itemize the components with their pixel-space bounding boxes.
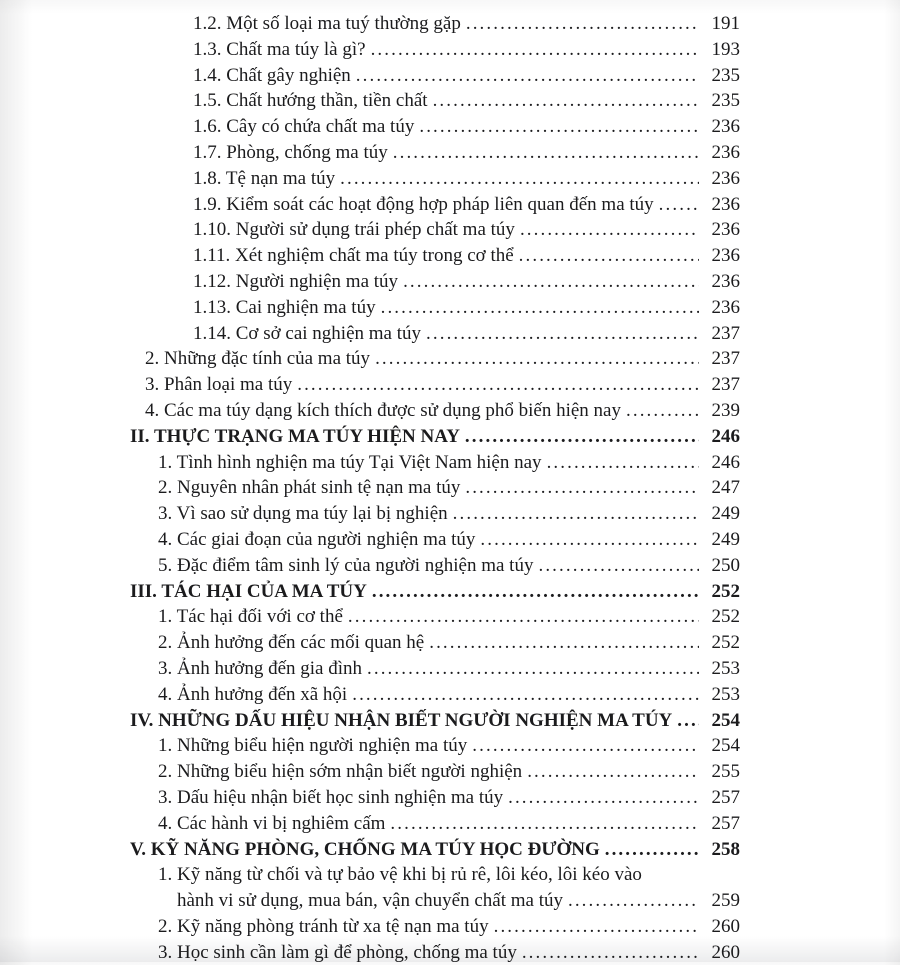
toc-entry-title-line1: 1. Kỹ năng từ chối và tự bảo vệ khi bị rủ rê, lôi kéo, lôi kéo vào: [158, 864, 642, 886]
toc-entry-page: 236: [711, 116, 740, 138]
toc-entry: [145, 398, 740, 424]
toc-entry-title: 1.13. Cai nghiện ma túy: [193, 296, 376, 318]
dot-leader: [467, 733, 699, 759]
toc-entry: [158, 656, 740, 682]
toc-entry-title: 2. Kỹ năng phòng tránh từ xa tệ nạn ma túy: [158, 915, 489, 937]
dot-leader: [347, 682, 699, 708]
dot-leader: [533, 553, 699, 579]
dot-leader: [367, 579, 699, 605]
toc-entry-page: 252: [711, 632, 740, 654]
toc-entry-line: [193, 295, 740, 321]
dot-leader: [515, 217, 699, 243]
toc-entry-page: 246: [711, 425, 740, 447]
toc-entry-page: 260: [711, 915, 740, 937]
toc-entry-line: [158, 914, 740, 940]
dot-leader: [460, 475, 699, 501]
toc-entry-title: 1.8. Tệ nạn ma túy: [193, 167, 336, 189]
toc-entry-line: [193, 321, 740, 347]
toc-entry-title: 1.10. Người sử dụng trái phép chất ma túy: [193, 219, 515, 241]
toc-entry-page: 239: [711, 399, 740, 421]
dot-leader: [376, 295, 699, 321]
toc-entry: [193, 269, 740, 295]
toc-entry: [193, 114, 740, 140]
toc-entry-line: [158, 785, 740, 811]
toc-entry-title: 1. Tác hại đối với cơ thể: [158, 606, 343, 628]
toc-entry-title: 1.5. Chất hướng thần, tiền chất: [193, 90, 428, 112]
toc-entry-line: [193, 217, 740, 243]
toc-entry-line: [158, 450, 740, 476]
toc-entry-page: 235: [711, 90, 740, 112]
toc-entry-page: 249: [711, 528, 740, 550]
dot-leader: [672, 708, 699, 734]
toc-entry-title: 2. Những đặc tính của ma túy: [145, 348, 371, 370]
toc-entry-page: 236: [711, 141, 740, 163]
dot-leader: [398, 269, 699, 295]
toc-entry-title: 2. Nguyên nhân phát sinh tệ nạn ma túy: [158, 477, 461, 499]
toc-entry-line: [130, 579, 740, 605]
toc-entry: [193, 140, 740, 166]
toc-entry-page: 236: [711, 219, 740, 241]
toc-entry-title: 3. Ảnh hưởng đến gia đình: [158, 657, 362, 679]
toc-entry-page: 236: [711, 245, 740, 267]
toc-entry-page: 259: [711, 890, 740, 912]
toc-entry-page: 237: [711, 322, 740, 344]
toc-entry-line: [145, 372, 740, 398]
toc-entry: [158, 501, 740, 527]
toc-entry: [130, 837, 740, 863]
dot-leader: [542, 450, 699, 476]
toc-entry-title: 3. Vì sao sử dụng ma túy lại bị nghiện: [158, 503, 448, 525]
toc-entry: [158, 733, 740, 759]
toc-entry-title: 2. Ảnh hưởng đến các mối quan hệ: [158, 632, 425, 654]
toc-entry-title: 1.3. Chất ma túy là gì?: [193, 38, 366, 60]
toc-entry-page: 236: [711, 167, 740, 189]
toc-entry-title: hành vi sử dụng, mua bán, vận chuyển chất ma túy: [177, 890, 563, 912]
toc-entry-line: [130, 708, 740, 734]
toc-entry-page: 258: [711, 838, 740, 860]
toc-entry-line: [193, 166, 740, 192]
toc-entry-line: [158, 475, 740, 501]
toc-entry-title: 3. Dấu hiệu nhận biết học sinh nghiện ma túy: [158, 786, 504, 808]
toc-entry-line: [158, 553, 740, 579]
toc-entry-title: 1.6. Cây có chứa chất ma túy: [193, 116, 415, 138]
toc-entry-page: 191: [711, 13, 740, 34]
toc-entry-line: [145, 346, 740, 372]
toc-entry-page: 253: [711, 683, 740, 705]
toc-entry: [158, 450, 740, 476]
dot-leader: [335, 166, 699, 192]
toc-entry-line: [158, 656, 740, 682]
toc-entry-line: [158, 940, 740, 965]
toc-entry: [130, 708, 740, 734]
toc-entry: [158, 914, 740, 940]
dot-leader: [475, 527, 699, 553]
toc-entry-line: [158, 630, 740, 656]
toc-entry: [193, 63, 740, 89]
toc-entry-title: 1. Tình hình nghiện ma túy Tại Việt Nam hiện nay: [158, 451, 542, 473]
toc-entry-line: [158, 759, 740, 785]
toc-entry-page: 252: [711, 606, 740, 628]
dot-leader: [385, 811, 699, 837]
toc-entry: [145, 372, 740, 398]
toc-entry: [193, 88, 740, 114]
toc-entry-line: [193, 114, 740, 140]
toc-entry-page: 250: [711, 554, 740, 576]
dot-leader: [414, 114, 699, 140]
toc-entry-page: 237: [711, 348, 740, 370]
toc-entry-title: 1.11. Xét nghiệm chất ma túy trong cơ thể: [193, 245, 514, 267]
dot-leader: [351, 63, 699, 89]
toc-entry: [193, 37, 740, 63]
dot-leader: [366, 37, 699, 63]
toc-entry-title: III. TÁC HẠI CỦA MA TÚY: [130, 580, 367, 602]
toc-entry-page: 252: [711, 580, 740, 602]
dot-leader: [563, 888, 699, 914]
toc-entry: [158, 940, 740, 965]
toc-entry-title: V. KỸ NĂNG PHÒNG, CHỐNG MA TÚY HỌC ĐƯỜNG: [130, 838, 600, 860]
dot-leader: [514, 243, 699, 269]
dot-leader: [600, 837, 699, 863]
toc-entry-page: 237: [711, 374, 740, 396]
toc-entry: [158, 682, 740, 708]
toc-entry-page: 257: [711, 812, 740, 834]
toc-entry-title: 1.2. Một số loại ma tuý thường gặp: [193, 13, 461, 34]
toc-entry: [158, 553, 740, 579]
dot-leader: [421, 321, 699, 347]
toc-entry-line: [158, 604, 740, 630]
toc-entry-title: 1.7. Phòng, chống ma túy: [193, 141, 388, 163]
toc-entry-title: 1.4. Chất gây nghiện: [193, 64, 351, 86]
toc-entry-line: [130, 837, 740, 863]
toc-entry-title: 5. Đặc điểm tâm sinh lý của người nghiện ma túy: [158, 554, 534, 576]
toc-entry-title: IV. NHỮNG DẤU HIỆU NHẬN BIẾT NGƯỜI NGHIỆN MA TÚY: [130, 709, 673, 731]
dot-leader: [503, 785, 699, 811]
toc-entry-title: 1.14. Cơ sở cai nghiện ma túy: [193, 322, 422, 344]
dot-leader: [428, 88, 699, 114]
dot-leader: [362, 656, 699, 682]
toc-entry: [193, 192, 740, 218]
toc-entry-page: 255: [711, 761, 740, 783]
dot-leader: [424, 630, 699, 656]
toc-entry-title: 4. Các hành vi bị nghiêm cấm: [158, 812, 386, 834]
toc-entry: [193, 321, 740, 347]
toc-entry: [158, 811, 740, 837]
toc-entry-line: [158, 733, 740, 759]
dot-leader: [370, 346, 699, 372]
toc-entry-line: [193, 243, 740, 269]
toc-entry: [158, 862, 740, 914]
toc-entry-page: 249: [711, 503, 740, 525]
toc-entry-page: 193: [711, 38, 740, 60]
toc-entry-page: 236: [711, 296, 740, 318]
toc-entry-page: 254: [711, 709, 740, 731]
toc-entry: [145, 346, 740, 372]
dot-leader: [522, 759, 699, 785]
toc-entry-line: [158, 501, 740, 527]
toc-entry-line: [193, 63, 740, 89]
toc-entry-page: 253: [711, 657, 740, 679]
toc-entry: [193, 243, 740, 269]
toc-entry-page: 260: [711, 941, 740, 963]
toc-entry-title: 1. Những biểu hiện người nghiện ma túy: [158, 735, 468, 757]
dot-leader: [461, 11, 699, 37]
toc-entry-title: 4. Các ma túy dạng kích thích được sử dụng phổ biến hiện nay: [145, 399, 621, 421]
dot-leader: [343, 604, 699, 630]
dot-leader: [489, 914, 699, 940]
toc-entry-title: 1.9. Kiểm soát các hoạt động hợp pháp liên quan đến ma túy: [193, 193, 654, 215]
toc-entry-line: [130, 424, 740, 450]
toc-entry: [193, 217, 740, 243]
dot-leader: [621, 398, 699, 424]
toc-entry-page: 254: [711, 735, 740, 757]
dot-leader: [388, 140, 699, 166]
toc-entry-line: [158, 811, 740, 837]
toc-entry: [158, 604, 740, 630]
toc-entry-page: 236: [711, 270, 740, 292]
toc-entry: [193, 166, 740, 192]
toc-entry-title: II. THỰC TRẠNG MA TÚY HIỆN NAY: [130, 425, 460, 447]
toc-entry: [130, 424, 740, 450]
toc-entry-line: [193, 11, 740, 37]
toc-entry: [193, 295, 740, 321]
toc-entry-line: [158, 682, 740, 708]
toc-entry-line: [145, 398, 740, 424]
toc-entry-page: 235: [711, 64, 740, 86]
toc-entry-title: 4. Các giai đoạn của người nghiện ma túy: [158, 528, 476, 550]
dot-leader: [654, 192, 699, 218]
toc-entry-line: [193, 192, 740, 218]
toc-entry-line: [158, 888, 740, 914]
toc-entry: [130, 579, 740, 605]
toc-entry-page: 257: [711, 786, 740, 808]
toc-entry-title: 4. Ảnh hưởng đến xã hội: [158, 683, 348, 705]
toc-entry: [158, 759, 740, 785]
toc-entry-line: [193, 140, 740, 166]
dot-leader: [517, 940, 699, 965]
dot-leader: [448, 501, 699, 527]
toc-entry-title: 1.12. Người nghiện ma túy: [193, 270, 399, 292]
toc-entry-title: 3. Phân loại ma túy: [145, 374, 293, 396]
toc-entry-title: 2. Những biểu hiện sớm nhận biết người nghiện: [158, 761, 523, 783]
toc-entry-title: 3. Học sinh cần làm gì để phòng, chống ma túy: [158, 941, 517, 963]
toc-entry-page: 246: [711, 451, 740, 473]
toc-entry: [193, 11, 740, 37]
toc-entry-line: [193, 88, 740, 114]
toc-entry-page: 247: [711, 477, 740, 499]
dot-leader: [292, 372, 699, 398]
toc-entry-line: [193, 269, 740, 295]
toc-entry-line: [158, 527, 740, 553]
toc-entry: [158, 630, 740, 656]
toc-entry: [158, 527, 740, 553]
toc-entry: [158, 785, 740, 811]
toc-entry: [158, 475, 740, 501]
toc-entry-line: [193, 37, 740, 63]
dot-leader: [460, 424, 699, 450]
toc-entry-page: 236: [711, 193, 740, 215]
